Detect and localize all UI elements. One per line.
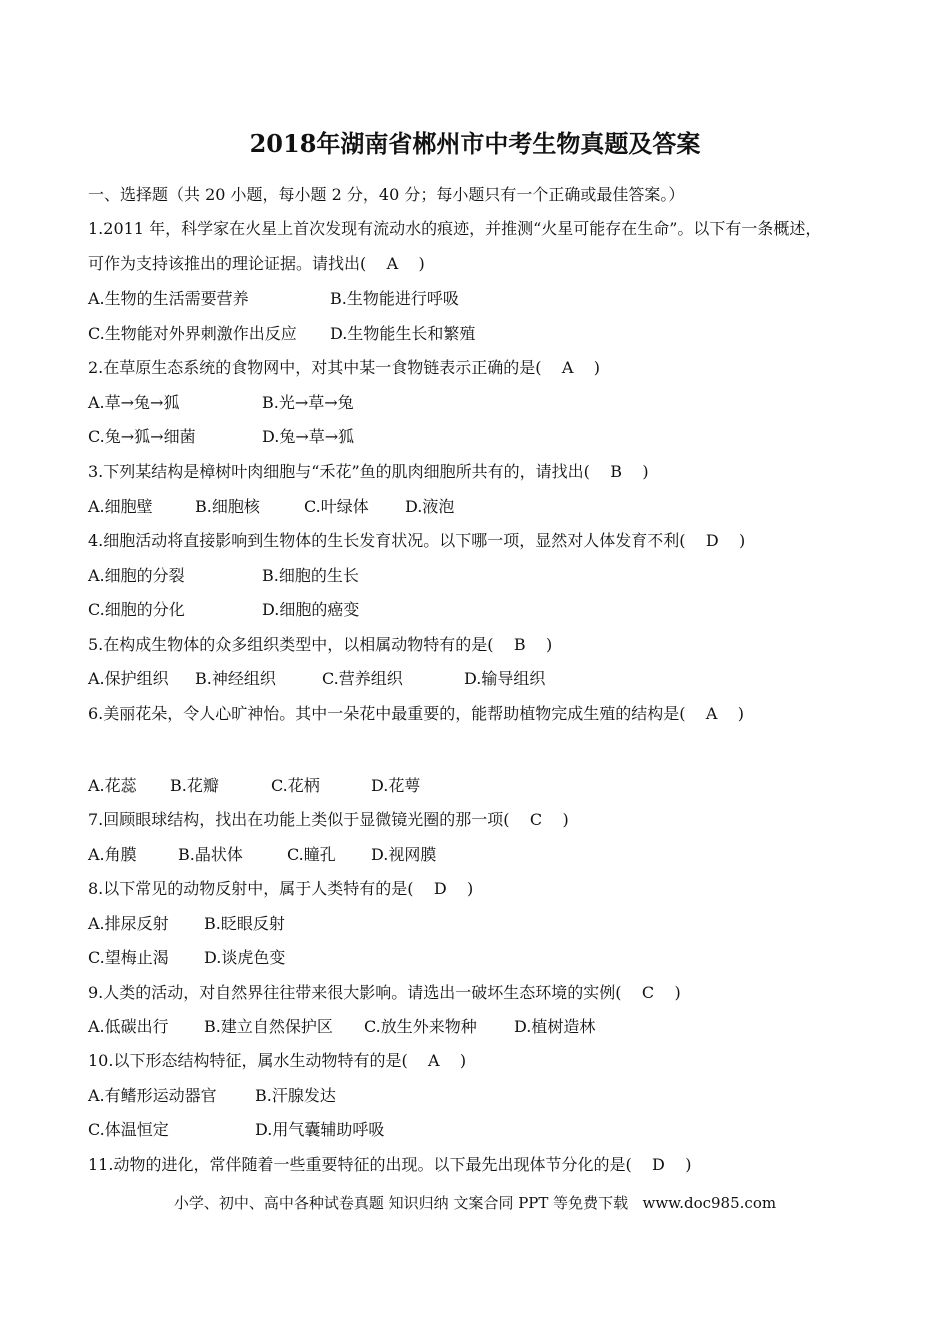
question-4-stem: 4.细胞活动将直接影响到生物体的生长发育状况。以下哪一项，显然对人体发育不利( D ) [88, 531, 746, 550]
q2-option-d: D.兔→草→狐 [262, 427, 355, 446]
question-8-stem: 8.以下常见的动物反射中，属于人类特有的是( D ) [88, 879, 474, 898]
page-title: 2018年湖南省郴州市中考生物真题及答案 [249, 129, 701, 158]
q7-option-c: C.瞳孔 [287, 845, 336, 864]
q9-option-d: D.植树造林 [514, 1017, 596, 1036]
q5-option-c: C.营养组织 [322, 669, 403, 688]
question-5-stem: 5.在构成生物体的众多组织类型中，以相属动物特有的是( B ) [88, 635, 553, 654]
q4-option-c: C.细胞的分化 [88, 600, 185, 619]
q2-option-a: A.草→兔→狐 [88, 393, 180, 412]
q8-option-c: C.望梅止渴 [88, 948, 169, 967]
question-11-stem: 11.动物的进化，常伴随着一些重要特征的出现。以下最先出现体节分化的是( D ) [88, 1155, 692, 1174]
q9-option-c: C.放生外来物种 [364, 1017, 477, 1036]
q9-option-a: A.低碳出行 [88, 1017, 169, 1036]
question-6-stem: 6.美丽花朵，令人心旷神怡。其中一朵花中最重要的，能帮助植物完成生殖的结构是( A ) [88, 704, 744, 723]
question-9-stem: 9.人类的活动，对自然界往往带来很大影响。请选出一破坏生态环境的实例( C ) [88, 983, 681, 1002]
q5-option-d: D.输导组织 [464, 669, 546, 688]
q10-option-a: A.有鳍形运动器官 [88, 1086, 217, 1105]
q2-option-b: B.光→草→兔 [262, 393, 354, 412]
question-2-stem: 2.在草原生态系统的食物网中，对其中某一食物链表示正确的是( A ) [88, 358, 600, 377]
section-header: 一、选择题（共 20 小题，每小题 2 分，40 分；每小题只有一个正确或最佳答案。） [88, 185, 685, 204]
q3-option-a: A.细胞壁 [88, 497, 153, 516]
q3-option-c: C.叶绿体 [304, 497, 369, 516]
q6-option-a: A.花蕊 [88, 776, 137, 795]
q2-option-c: C.兔→狐→细菌 [88, 427, 196, 446]
q1-option-c: C.生物能对外界刺激作出反应 [88, 324, 297, 343]
question-1-line-1: 1.2011 年，科学家在火星上首次发现有流动水的痕迹，并推测“火星可能存在生命”。以下有一条概述， [88, 219, 822, 238]
q8-option-a: A.排尿反射 [88, 914, 169, 933]
q4-option-b: B.细胞的生长 [262, 566, 359, 585]
q7-option-a: A.角膜 [88, 845, 137, 864]
q1-option-d: D.生物能生长和繁殖 [330, 324, 476, 343]
q8-option-b: B.眨眼反射 [204, 914, 285, 933]
q10-option-c: C.体温恒定 [88, 1120, 169, 1139]
q4-option-d: D.细胞的癌变 [262, 600, 360, 619]
q5-option-a: A.保护组织 [88, 669, 169, 688]
q5-option-b: B.神经组织 [195, 669, 276, 688]
q3-option-d: D.液泡 [405, 497, 455, 516]
question-3-stem: 3.下列某结构是樟树叶肉细胞与“禾花”鱼的肌肉细胞所共有的，请找出( B ) [88, 462, 649, 481]
q6-option-c: C.花柄 [271, 776, 320, 795]
question-7-stem: 7.回顾眼球结构，找出在功能上类似于显微镜光圈的那一项( C ) [88, 810, 569, 829]
q1-option-b: B.生物能进行呼吸 [330, 289, 459, 308]
q9-option-b: B.建立自然保护区 [204, 1017, 333, 1036]
q10-option-d: D.用气囊辅助呼吸 [255, 1120, 385, 1139]
page-footer: 小学、初中、高中各种试卷真题 知识归纳 文案合同 PPT 等免费下载 www.doc985.com [173, 1194, 777, 1212]
question-1-line-2: 可作为支持该推出的理论证据。请找出( A ) [88, 254, 425, 273]
q4-option-a: A.细胞的分裂 [88, 566, 185, 585]
q1-option-a: A.生物的生活需要营养 [88, 289, 249, 308]
question-10-stem: 10.以下形态结构特征，属水生动物特有的是( A ) [88, 1051, 467, 1070]
q10-option-b: B.汗腺发达 [255, 1086, 336, 1105]
q6-option-d: D.花萼 [371, 776, 421, 795]
q6-option-b: B.花瓣 [170, 776, 219, 795]
q7-option-b: B.晶状体 [178, 845, 243, 864]
q8-option-d: D.谈虎色变 [204, 948, 286, 967]
q3-option-b: B.细胞核 [195, 497, 260, 516]
q7-option-d: D.视网膜 [371, 845, 437, 864]
